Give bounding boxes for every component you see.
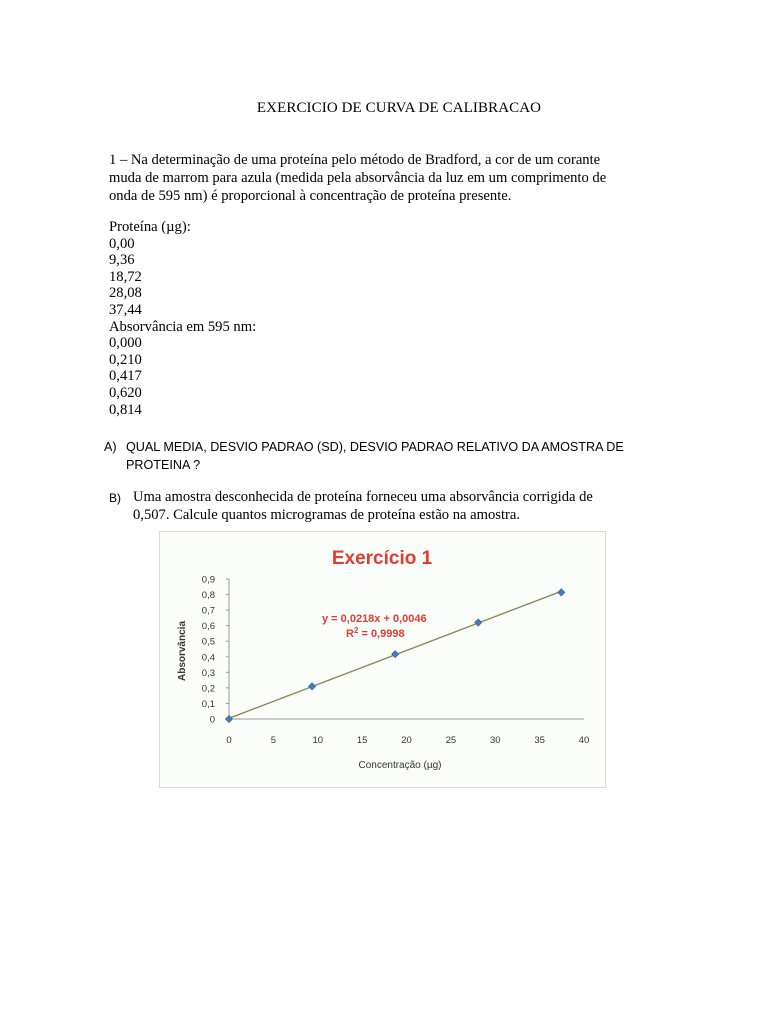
question-a-line-2: PROTEINA ? [126,458,201,472]
data-point [558,589,565,596]
y-tick-label: 0,8 [201,590,215,602]
data-point [475,619,482,626]
question-a-marker: A) [104,440,117,454]
plot-area [202,575,590,747]
r-squared-label [346,626,405,640]
protein-value: 28,08 [109,285,142,302]
y-tick-label: 0,3 [201,667,215,679]
data-point [225,715,232,722]
question-a-line-1: QUAL MEDIA, DESVIO PADRAO (SD), DESVIO PADRAO RELATIVO DA AMOSTRA DE [126,440,624,454]
x-tick-label: 5 [270,735,277,746]
calibration-chart [159,531,606,788]
intro-line-3: onda de 595 nm) é proporcional à concentração de proteína presente. [109,188,512,204]
x-tick-label: 30 [489,735,501,746]
x-tick-label: 15 [356,735,368,746]
protein-value: 9,36 [109,252,135,269]
y-tick-label: 0,4 [201,652,215,664]
intro-line-2: muda de marrom para azula (medida pela absorvância da luz em um comprimento de [109,170,607,186]
y-axis-label: Absorvância [177,620,188,682]
y-tick-label: 0,7 [201,605,215,617]
absorbance-value: 0,417 [109,368,142,385]
chart-svg [160,532,605,787]
r-squared-superscript: 2 [353,626,359,635]
y-tick-label: 0,9 [201,574,215,586]
data-point [392,651,399,658]
question-b-line-2: 0,507. Calcule quantos microgramas de proteína estão na amostra. [133,507,521,523]
absorbance-value: 0,814 [109,401,142,418]
question-a [104,438,664,474]
question-b-line-1: Uma amostra desconhecida de proteína forneceu uma absorvância corrigida de [133,489,593,505]
document-title: EXERCICIO DE CURVA DE CALIBRACAO [256,100,542,116]
absorbance-value: 0,000 [109,335,142,352]
protein-label: Proteína (µg): [109,219,191,235]
intro-line-1: 1 – Na determinação de uma proteína pelo método de Bradford, a cor de um corante [109,152,601,168]
data-list [109,219,256,418]
y-tick-label: 0 [209,714,215,726]
data-point [308,683,315,690]
trendline-equation: y = 0,0218x + 0,0046 [322,613,427,625]
y-tick-label: 0,1 [201,698,215,710]
x-tick-label: 0 [226,735,232,746]
absorbance-label: Absorvância em 595 nm: [109,318,257,335]
r-squared-prefix: R [346,628,354,640]
r-squared-value: = 0,9998 [358,628,405,640]
x-axis-label: Concentração (µg) [358,760,442,771]
x-tick-label: 20 [401,735,412,746]
question-b-marker: B) [109,491,121,505]
y-tick-label: 0,5 [201,636,215,648]
protein-value: 18,72 [109,268,142,285]
x-tick-label: 40 [578,735,590,746]
question-b [109,488,669,524]
protein-value: 0,00 [109,235,135,252]
x-tick-label: 35 [534,735,545,746]
absorbance-value: 0,210 [109,351,142,368]
x-tick-label: 10 [312,735,324,746]
intro-paragraph [109,151,669,205]
y-tick-label: 0,6 [201,621,215,633]
protein-value: 37,44 [109,301,142,318]
x-tick-label: 25 [445,735,457,746]
chart-title: Exercício 1 [331,548,433,569]
y-tick-label: 0,2 [201,683,215,695]
absorbance-value: 0,620 [109,384,142,401]
